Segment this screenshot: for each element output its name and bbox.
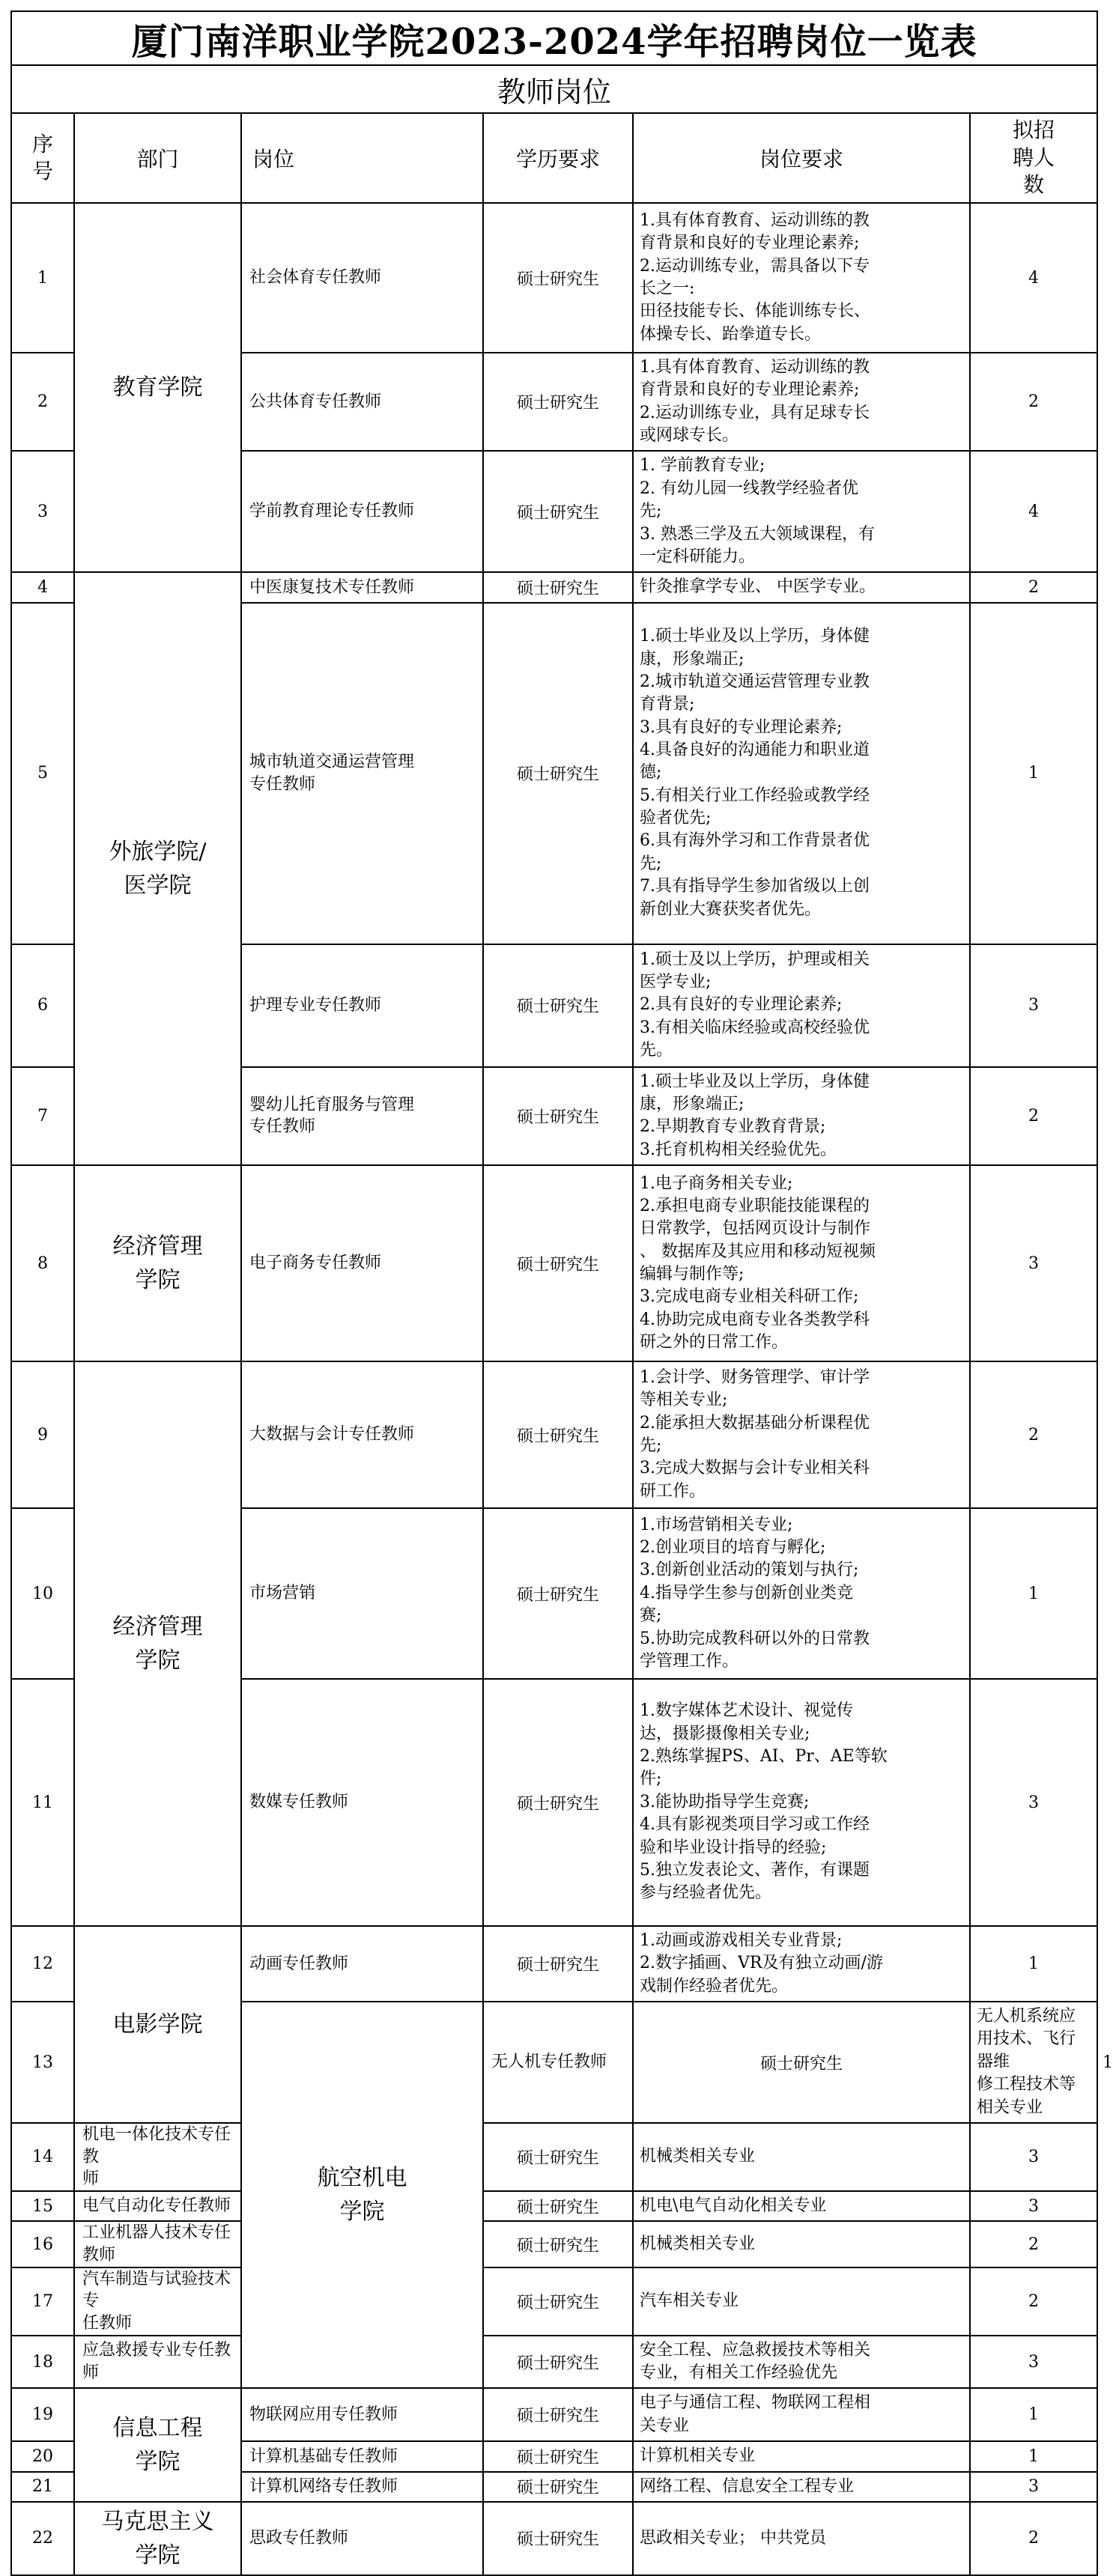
row-number: 13 — [11, 2002, 74, 2123]
requirements-cell: 网络工程、信息安全工程专业 — [633, 2472, 970, 2502]
headcount-cell: 4 — [970, 203, 1097, 353]
headcount-cell: 1 — [970, 603, 1097, 944]
headcount-cell: 3 — [970, 2123, 1097, 2191]
row-number: 5 — [11, 603, 74, 944]
requirements-cell: 电子与通信工程、物联网工程相 关专业 — [633, 2388, 970, 2441]
requirements-cell: 1.硕士毕业及以上学历，身体健 康，形象端正; 2.城市轨道交通运营管理专业教 育背景; 3.具有良好的专业理论素养; 4.具备良好的沟通能力和职业道 德; 5.有相关行业工作经验或教学经 验者优先; 6.具有海外学习和工作背景者优 先; 7.具有指导学生参加省级以上创 新创业大赛获奖者优先。 — [633, 603, 970, 944]
row-number: 20 — [11, 2441, 74, 2471]
education-cell: 硕士研究生 — [483, 1165, 633, 1361]
headcount-cell: 2 — [970, 2267, 1097, 2336]
headcount-cell: 1 — [970, 2441, 1097, 2471]
position-cell: 物联网应用专任教师 — [241, 2388, 483, 2441]
table-row — [11, 572, 1097, 602]
headcount-cell: 2 — [970, 572, 1097, 602]
education-cell: 硕士研究生 — [483, 1926, 633, 2002]
table-row: 13 航空机电 学院 无人机专任教师 硕士研究生 无人机系统应用技术、飞行器维 修工程技术等相关专业 1 — [11, 2002, 1097, 2123]
headcount-cell: 3 — [970, 2336, 1097, 2389]
education-cell: 硕士研究生 — [483, 2441, 633, 2471]
header-count: 拟招 聘人 数 — [970, 113, 1097, 203]
row-number: 7 — [11, 1067, 74, 1165]
position-cell: 市场营销 — [241, 1508, 483, 1679]
education-cell: 硕士研究生 — [483, 944, 633, 1067]
row-number: 3 — [11, 451, 74, 572]
department-cell: 外旅学院/ 医学院 — [74, 572, 241, 1165]
requirements-cell: 汽车相关专业 — [633, 2267, 970, 2336]
education-cell: 硕士研究生 — [483, 572, 633, 602]
requirements-cell: 机械类相关专业 — [633, 2221, 970, 2267]
header-department: 部门 — [74, 113, 241, 203]
row-number: 2 — [11, 353, 74, 451]
department-cell: 航空机电 学院 — [241, 2002, 483, 2388]
position-cell: 计算机网络专任教师 — [241, 2472, 483, 2502]
requirements-cell: 1.市场营销相关专业; 2.创业项目的培育与孵化; 3.创新创业活动的策划与执行; 4.指导学生参与创新创业类竞 赛; 5.协助完成教科研以外的日常教 学管理工作。 — [633, 1508, 970, 1679]
education-cell: 硕士研究生 — [483, 2472, 633, 2502]
position-cell: 动画专任教师 — [241, 1926, 483, 2002]
requirements-cell: 1.硕士毕业及以上学历，身体健 康，形象端正; 2.早期教育专业教育背景; 3.托育机构相关经验优先。 — [633, 1067, 970, 1165]
headcount-cell: 2 — [970, 2502, 1097, 2575]
header-index: 序 号 — [11, 113, 74, 203]
table-row — [11, 2502, 1097, 2575]
requirements-cell: 1.具有体育教育、运动训练的教 育背景和良好的专业理论素养; 2.运动训练专业，具有足球专长 或网球专长。 — [633, 353, 970, 451]
education-cell: 硕士研究生 — [483, 2123, 633, 2191]
requirements-cell: 机电\电气自动化相关专业 — [633, 2191, 970, 2221]
row-number: 12 — [11, 1926, 74, 2002]
row-number: 21 — [11, 2472, 74, 2502]
position-cell: 汽车制造与试验技术专 任教师 — [74, 2267, 241, 2336]
position-cell: 城市轨道交通运营管理 专任教师 — [241, 603, 483, 944]
department-cell: 经济管理 学院 — [74, 1165, 241, 1361]
position-cell: 公共体育专任教师 — [241, 353, 483, 451]
requirements-cell: 机械类相关专业 — [633, 2123, 970, 2191]
position-cell: 工业机器人技术专任教师 — [74, 2221, 241, 2267]
headcount-cell: 2 — [970, 1361, 1097, 1508]
table-row — [11, 1926, 1097, 2002]
position-cell: 中医康复技术专任教师 — [241, 572, 483, 602]
table-row — [11, 2267, 1097, 2336]
requirements-cell: 无人机系统应用技术、飞行器维 修工程技术等相关专业 — [970, 2002, 1097, 2123]
row-number: 10 — [11, 1508, 74, 1679]
row-number: 14 — [11, 2123, 74, 2191]
table-row — [11, 1361, 1097, 1508]
position-cell: 学前教育理论专任教师 — [241, 451, 483, 572]
position-cell: 无人机专任教师 — [483, 2002, 633, 2123]
row-number: 4 — [11, 572, 74, 602]
recruitment-table — [10, 10, 1113, 2576]
table-row — [11, 2191, 1097, 2221]
education-cell: 硕士研究生 — [483, 603, 633, 944]
row-number: 16 — [11, 2221, 74, 2267]
headcount-cell: 2 — [970, 353, 1097, 451]
row-number: 19 — [11, 2388, 74, 2441]
requirements-cell: 针灸推拿学专业、 中医学专业。 — [633, 572, 970, 602]
department-cell: 电影学院 — [74, 1926, 241, 2123]
education-cell: 硕士研究生 — [483, 1067, 633, 1165]
headcount-cell: 1 — [970, 1926, 1097, 2002]
position-cell: 社会体育专任教师 — [241, 203, 483, 353]
requirements-cell: 1.具有体育教育、运动训练的教 育背景和良好的专业理论素养; 2.运动训练专业，需具备以下专 长之一: 田径技能专长、体能训练专长、 体操专长、跆拳道专长。 — [633, 203, 970, 353]
education-cell: 硕士研究生 — [483, 451, 633, 572]
education-cell: 硕士研究生 — [483, 353, 633, 451]
headcount-cell: 3 — [970, 944, 1097, 1067]
education-cell: 硕士研究生 — [483, 203, 633, 353]
headcount-cell: 3 — [970, 2191, 1097, 2221]
position-cell: 婴幼儿托育服务与管理 专任教师 — [241, 1067, 483, 1165]
header-education: 学历要求 — [483, 113, 633, 203]
position-cell: 思政专任教师 — [241, 2502, 483, 2575]
row-number: 22 — [11, 2502, 74, 2575]
education-cell: 硕士研究生 — [483, 1679, 633, 1926]
education-cell: 硕士研究生 — [483, 2267, 633, 2336]
education-cell: 硕士研究生 — [483, 2502, 633, 2575]
position-cell: 计算机基础专任教师 — [241, 2441, 483, 2471]
requirements-cell: 1.硕士及以上学历，护理或相关 医学专业; 2.具有良好的专业理论素养; 3.有相关临床经验或高校经验优 先。 — [633, 944, 970, 1067]
row-number: 18 — [11, 2336, 74, 2389]
table-row — [11, 2221, 1097, 2267]
position-cell: 应急救援专业专任教师 — [74, 2336, 241, 2389]
education-cell: 硕士研究生 — [483, 2191, 633, 2221]
table-row — [11, 203, 1097, 353]
headcount-cell: 1 — [970, 1508, 1097, 1679]
section-subtitle: 教师岗位 — [11, 65, 1097, 113]
requirements-cell: 思政相关专业； 中共党员 — [633, 2502, 970, 2575]
education-cell: 硕士研究生 — [483, 2221, 633, 2267]
header-position: 岗位 — [241, 113, 483, 203]
position-cell: 电气自动化专任教师 — [74, 2191, 241, 2221]
department-cell: 信息工程 学院 — [74, 2388, 241, 2501]
row-number: 11 — [11, 1679, 74, 1926]
headcount-cell: 3 — [970, 1165, 1097, 1361]
row-number: 1 — [11, 203, 74, 353]
headcount-cell: 3 — [970, 1679, 1097, 1926]
position-cell: 大数据与会计专任教师 — [241, 1361, 483, 1508]
education-cell: 硕士研究生 — [483, 1361, 633, 1508]
row-number: 8 — [11, 1165, 74, 1361]
education-cell: 硕士研究生 — [483, 2388, 633, 2441]
requirements-cell: 计算机相关专业 — [633, 2441, 970, 2471]
headcount-cell: 4 — [970, 451, 1097, 572]
requirements-cell: 1.会计学、财务管理学、审计学 等相关专业; 2.能承担大数据基础分析课程优 先; 3.完成大数据与会计专业相关科 研工作。 — [633, 1361, 970, 1508]
row-number: 17 — [11, 2267, 74, 2336]
department-cell: 马克思主义 学院 — [74, 2502, 241, 2575]
table-row — [11, 2336, 1097, 2389]
requirements-cell: 1.数字媒体艺术设计、视觉传 达，摄影摄像相关专业; 2.熟练掌握PS、AI、Pr、AE等软 件; 3.能协助指导学生竞赛; 4.具有影视类项目学习或工作经 验和毕业设计指导的经验; 5.独立发表论文、著作，有课题 参与经验者优先。 — [633, 1679, 970, 1926]
row-number: 15 — [11, 2191, 74, 2221]
education-cell: 硕士研究生 — [483, 2336, 633, 2389]
headcount-cell: 1 — [970, 2388, 1097, 2441]
table-row — [11, 1165, 1097, 1361]
headcount-cell: 3 — [970, 2472, 1097, 2502]
page-title: 厦门南洋职业学院2023-2024学年招聘岗位一览表 — [11, 11, 1097, 65]
position-cell: 护理专业专任教师 — [241, 944, 483, 1067]
table-row — [11, 2388, 1097, 2441]
table-row — [11, 2123, 1097, 2191]
education-cell: 硕士研究生 — [483, 1508, 633, 1679]
header-requirements: 岗位要求 — [633, 113, 970, 203]
position-cell: 机电一体化技术专任教 师 — [74, 2123, 241, 2191]
requirements-cell: 1.动画或游戏相关专业背景; 2.数字插画、VR及有独立动画/游 戏制作经验者优先。 — [633, 1926, 970, 2002]
headcount-cell: 2 — [970, 2221, 1097, 2267]
department-cell: 教育学院 — [74, 203, 241, 572]
education-cell: 硕士研究生 — [633, 2002, 970, 2123]
requirements-cell: 安全工程、应急救援技术等相关 专业，有相关工作经验优先 — [633, 2336, 970, 2389]
headcount-cell: 2 — [970, 1067, 1097, 1165]
position-cell: 电子商务专任教师 — [241, 1165, 483, 1361]
requirements-cell: 1. 学前教育专业; 2. 有幼儿园一线教学经验者优 先; 3. 熟悉三学及五大领域课程，有 一定科研能力。 — [633, 451, 970, 572]
row-number: 9 — [11, 1361, 74, 1508]
department-cell: 经济管理 学院 — [74, 1361, 241, 1926]
row-number: 6 — [11, 944, 74, 1067]
position-cell: 数媒专任教师 — [241, 1679, 483, 1926]
requirements-cell: 1.电子商务相关专业; 2.承担电商专业职能技能课程的 日常教学，包括网页设计与制作 、 数据库及其应用和移动短视频 编辑与制作等; 3.完成电商专业相关科研工作; 4.协助完成电商专业各类教学科 研之外的日常工作。 — [633, 1165, 970, 1361]
